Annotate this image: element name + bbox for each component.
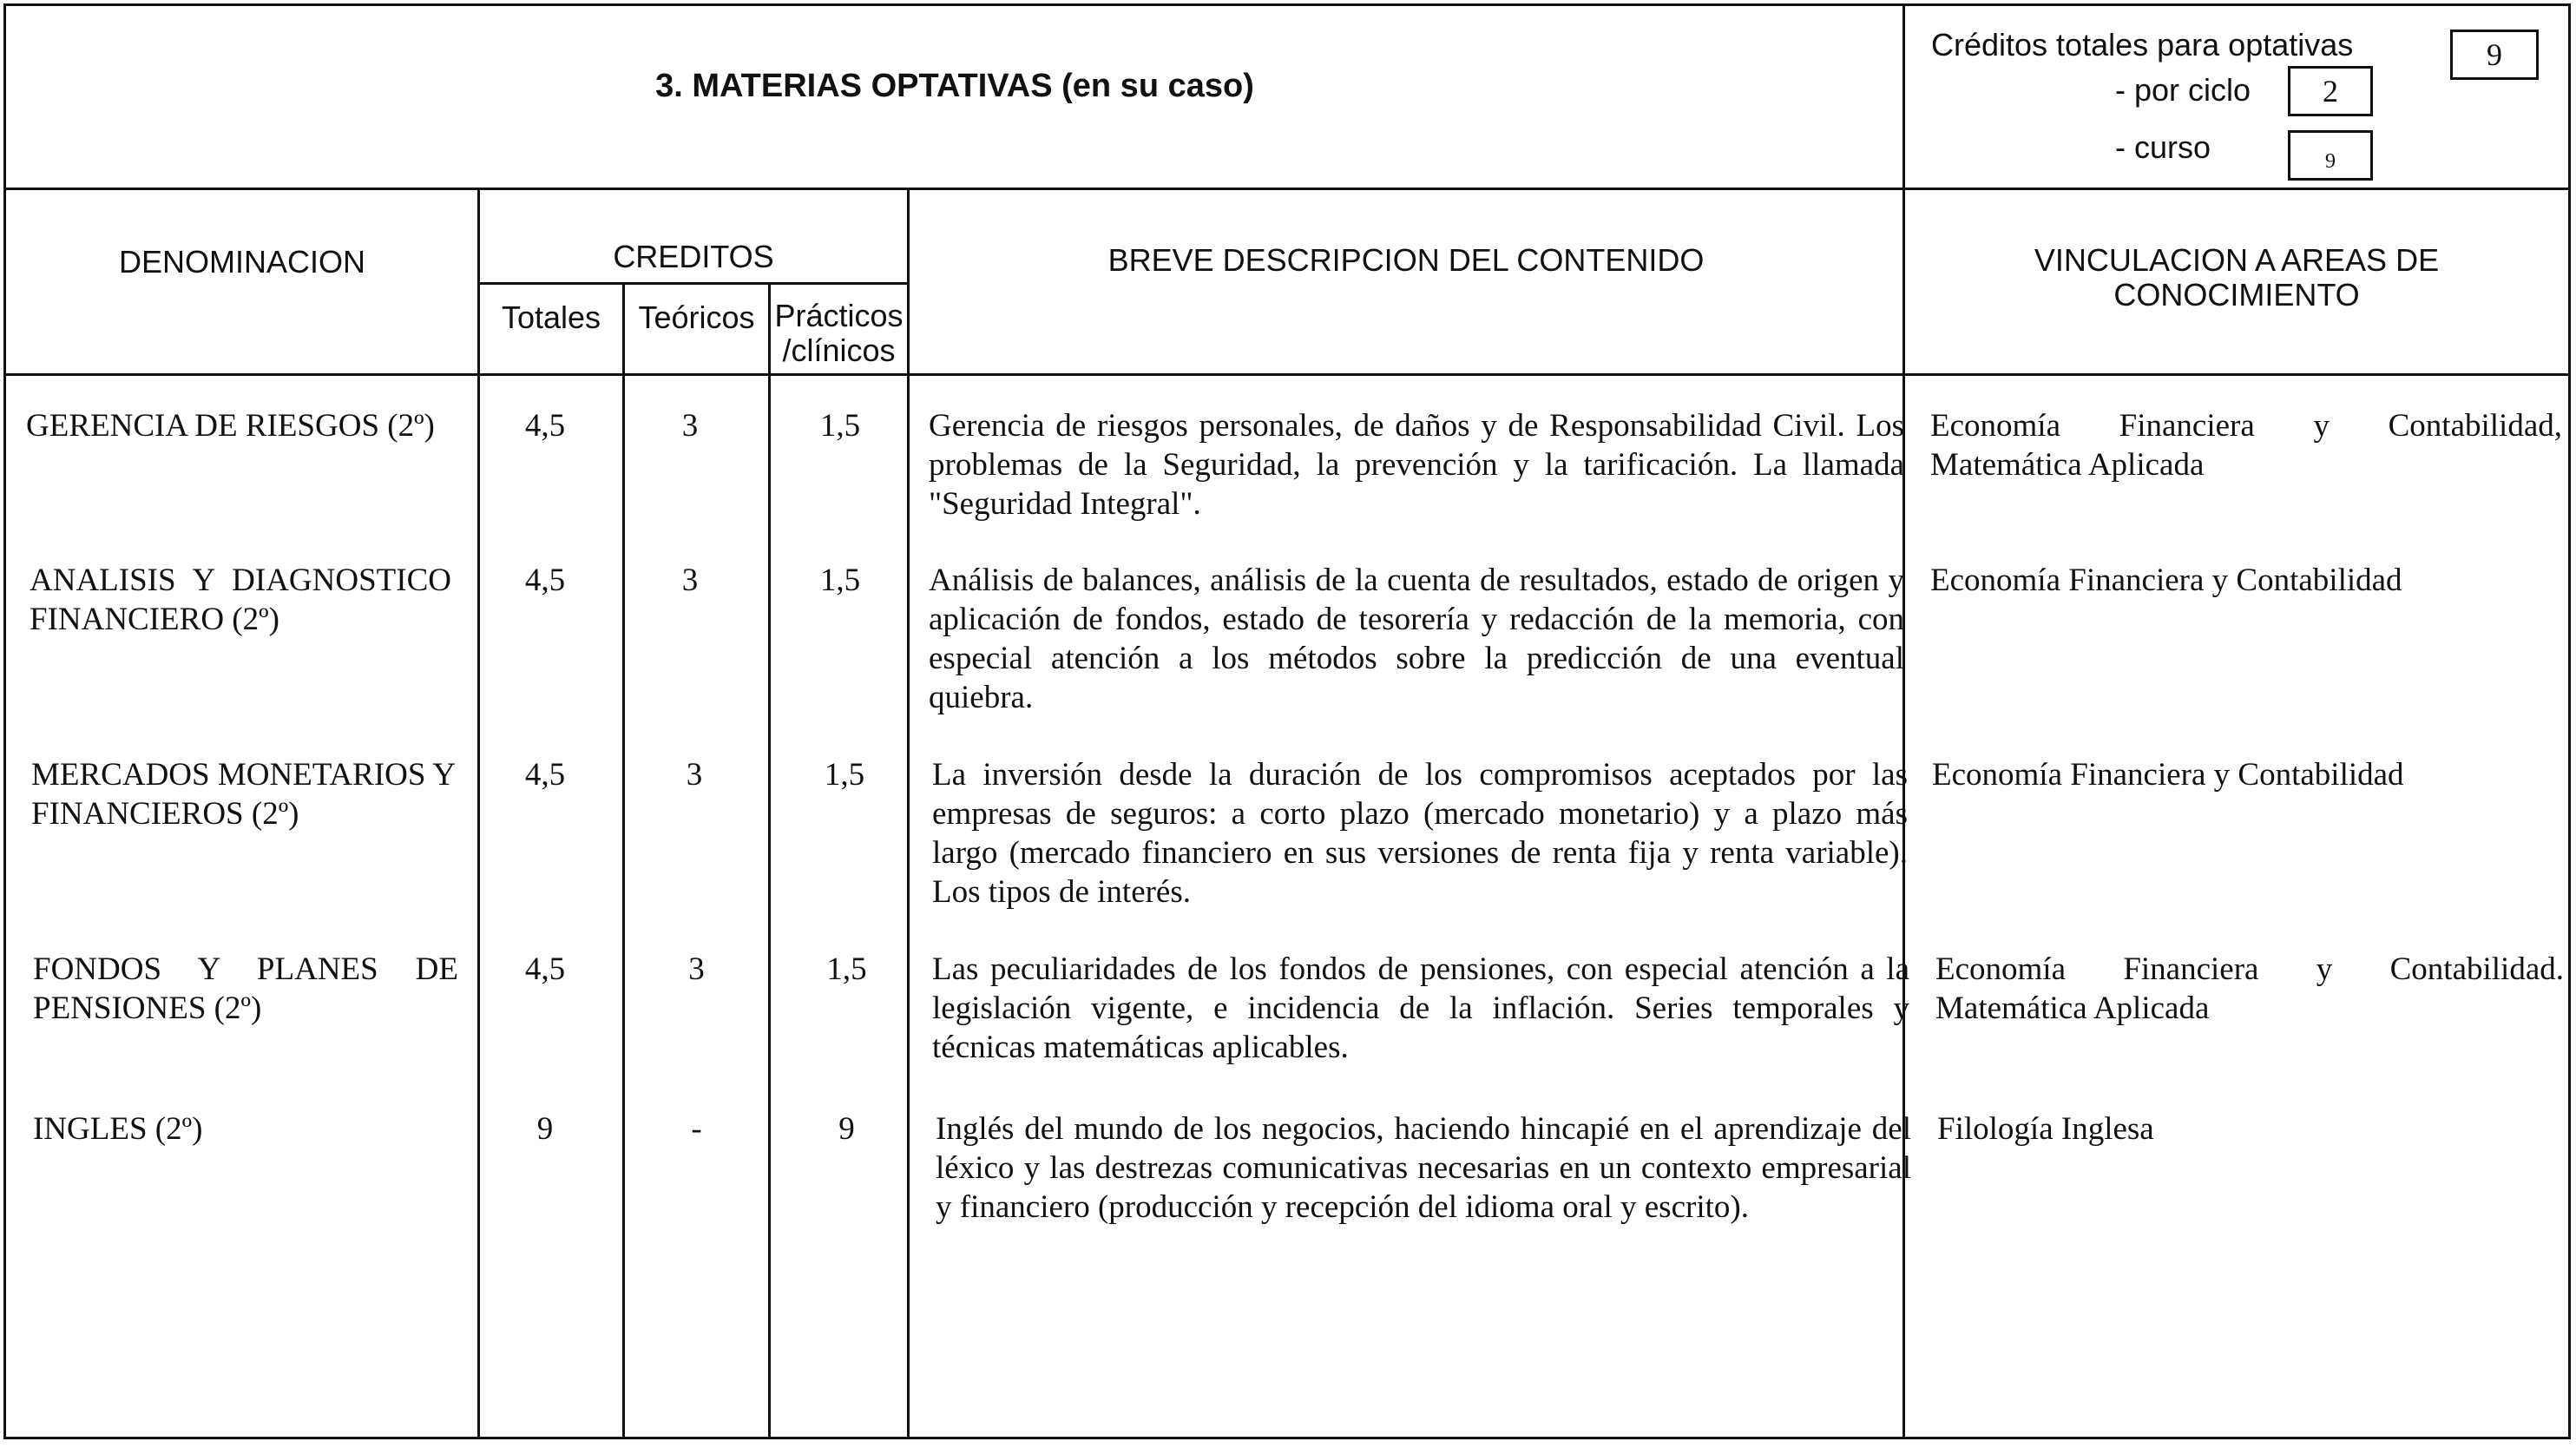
- table-row-5-totales: 9: [536, 1111, 554, 1147]
- table-row-1-description: Gerencia de riesgos personales, de daños y de Responsabilidad Civil. Los problemas de la Seguridad, la prevención y la tarificación. La llamada "Seguridad Integral".: [929, 408, 1904, 522]
- table-row-5-description: Inglés del mundo de los negocios, haciendo hincapié en el aprendizaje del léxico y las destrezas comunicativas necesarias en un contexto empresarial y financiero (producción y recepción del idioma oral y escrito).: [936, 1111, 1911, 1225]
- header-descripcion: BREVE DESCRIPCION DEL CONTENIDO: [1107, 242, 1705, 278]
- table-row-5-practicos: 9: [838, 1111, 855, 1147]
- table-row-2-areas: Economía Financiera y Contabilidad: [1930, 563, 2402, 598]
- credits-total-value: 9: [2487, 37, 2502, 72]
- header-practicos: [771, 299, 907, 368]
- header-divider: [3, 373, 2571, 376]
- header-vinculacion-line1: VINCULACION A AREAS DE: [2034, 242, 2440, 278]
- header-vinculacion: [1905, 243, 2568, 313]
- column-divider-4: [907, 188, 910, 1439]
- header-practicos-line2: /clínicos: [782, 332, 896, 368]
- course-box: [2288, 130, 2373, 181]
- table-row-4-totales: 4,5: [524, 951, 566, 987]
- table-row-4-areas: Economía Financiera y Contabilidad. Matemática Aplicada: [1935, 951, 2564, 1026]
- header-vinculacion-line2: CONOCIMIENTO: [2113, 277, 2360, 313]
- table-row-1-teoricos: 3: [681, 408, 699, 444]
- column-divider-3: [768, 282, 771, 1439]
- table-row-3-name: MERCADOS MONETARIOS Y FINANCIEROS (2º): [31, 757, 455, 832]
- table-row-2-description: Análisis de balances, análisis de la cuenta de resultados, estado de origen y aplicación de fondos, estado de tesorería y redacción de la memoria, con especial atención a los métodos sobre la predicción de una eventual quiebra.: [929, 563, 1904, 715]
- credits-subheader-divider: [479, 282, 908, 285]
- table-row-4-teoricos: 3: [688, 951, 705, 987]
- table-border-right: [2568, 3, 2571, 1439]
- table-row-4-description: Las peculiaridades de los fondos de pensiones, con especial atención a la legislación vigente, e incidencia de la inflación. Series temporales y técnicas matemáticas aplicables.: [932, 951, 1909, 1065]
- course-value: 9: [2325, 149, 2336, 173]
- table-row-4-name: FONDOS Y PLANES DE PENSIONES (2º): [33, 951, 458, 1026]
- table-row-1-areas: Economía Financiera y Contabilidad, Matemática Aplicada: [1930, 408, 2562, 483]
- table-row-5-name: INGLES (2º): [33, 1111, 203, 1147]
- table-row-2-totales: 4,5: [524, 563, 566, 598]
- per-cycle-value: 2: [2323, 74, 2338, 109]
- table-row-3-teoricos: 3: [686, 757, 703, 793]
- table-row-4-practicos: 1,5: [826, 951, 867, 987]
- table-row-3-practicos: 1,5: [824, 757, 865, 793]
- header-teoricos: Teóricos: [638, 299, 755, 335]
- header-practicos-line1: Prácticos: [774, 298, 904, 333]
- table-row-2-practicos: 1,5: [819, 563, 861, 598]
- table-row-3-description: La inversión desde la duración de los compromisos aceptados por las empresas de seguros: a corto plazo (mercado monetario) y a plazo más largo (mercado financiero en sus versiones de renta fija y renta variable). Los tipos de interés.: [932, 757, 1908, 910]
- column-divider-1: [477, 188, 480, 1439]
- column-divider-2: [622, 282, 625, 1439]
- table-row-1-practicos: 1,5: [819, 408, 861, 444]
- header-creditos: CREDITOS: [613, 239, 774, 274]
- table-row-3-areas: Economía Financiera y Contabilidad: [1932, 757, 2404, 793]
- title-divider: [3, 188, 2571, 190]
- per-cycle-label: - por ciclo: [2115, 72, 2251, 108]
- table-row-2-name: ANALISIS Y DIAGNOSTICO FINANCIERO (2º): [30, 563, 451, 637]
- header-totales: Totales: [501, 299, 601, 335]
- section-title: 3. MATERIAS OPTATIVAS (en su caso): [655, 68, 1254, 104]
- table-row-5-teoricos: -: [691, 1111, 702, 1147]
- course-label: - curso: [2115, 129, 2211, 165]
- title-vertical-divider: [1902, 3, 1905, 189]
- credits-total-box: [2450, 30, 2539, 80]
- table-border-bottom: [3, 1437, 2571, 1439]
- per-cycle-box: [2288, 66, 2373, 116]
- table-border-top: [3, 3, 2571, 6]
- table-border-left: [3, 3, 6, 1439]
- table-row-3-totales: 4,5: [524, 757, 566, 793]
- header-denominacion: DENOMINACION: [118, 244, 365, 280]
- table-row-5-areas: Filología Inglesa: [1937, 1111, 2154, 1147]
- table-row-1-totales: 4,5: [524, 408, 566, 444]
- table-row-1-name: GERENCIA DE RIESGOS (2º): [26, 408, 435, 444]
- table-row-2-teoricos: 3: [681, 563, 699, 598]
- credits-total-label: Créditos totales para optativas: [1931, 27, 2354, 63]
